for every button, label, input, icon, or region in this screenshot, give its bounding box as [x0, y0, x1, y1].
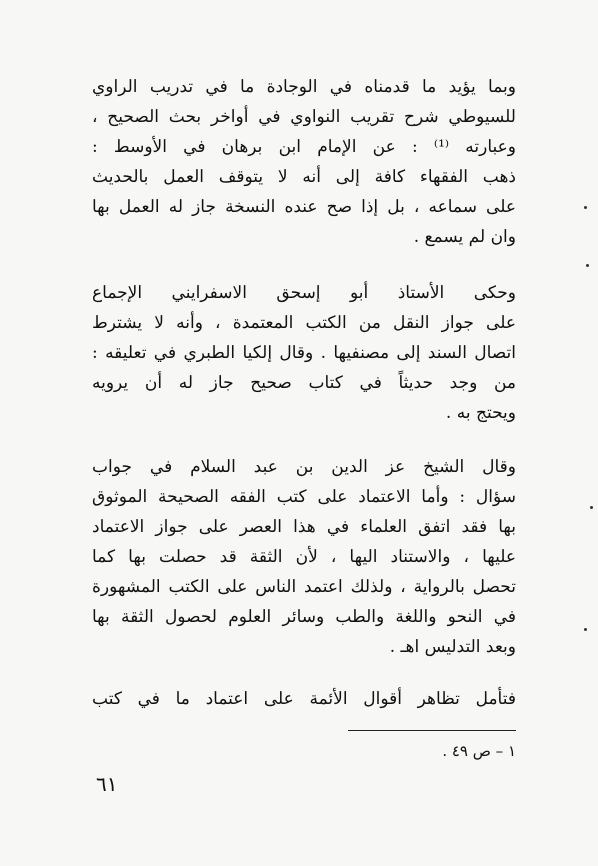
page-number: ٦١ — [96, 772, 118, 796]
paragraph-3 — [92, 452, 516, 662]
text-line: للسيوطي شرح تقريب النواوي في أواخر بحث الصحيح ، — [92, 107, 516, 127]
text-line: وحكى الأستاذ أبو إسحق الاسفرايني الإجماع — [92, 283, 516, 303]
text-line: ويحتج به . — [445, 403, 516, 423]
scan-speck — [584, 628, 587, 631]
text-line: بها فقد اتفق العلماء في هذا العصر على جواز الاعتماد — [92, 517, 516, 537]
text-line: على جواز النقل من الكتب المعتمدة ، وأنه لا يشترط — [92, 313, 516, 333]
scan-speck — [590, 506, 593, 509]
text-line: فتأمل تظاهر أقوال الأئمة على اعتماد ما في كتب — [92, 689, 516, 709]
text-line: وقال الشيخ عز الدين بن عبد السلام في جواب — [92, 457, 516, 477]
text-line: اتصال السند إلى مصنفيها . وقال إلكيا الطبري في تعليقه : — [92, 343, 516, 363]
text-line: سؤال : وأما الاعتماد على كتب الفقه الصحيحة الموثوق — [92, 487, 516, 507]
text-line: وعبارته ⁽¹⁾ : عن الإمام ابن برهان في الأوسط : — [92, 137, 516, 157]
paragraph-1 — [92, 72, 516, 252]
scan-speck — [586, 264, 589, 267]
text-line: عليها ، والاستناد اليها ، لأن الثقة قد حصلت بها كما — [92, 547, 516, 567]
text-line: على سماعه ، بل إذا صح عنده النسخة جاز له العمل بها — [92, 197, 516, 217]
text-line: وبما يؤيد ما قدمناه في الوجادة ما في تدريب الراوي — [92, 77, 516, 97]
text-line: في النحو واللغة والطب وسائر العلوم لحصول الثقة بها — [92, 607, 516, 627]
text-line: وان لم يسمع . — [413, 227, 516, 247]
text-line: وبعد التدليس اهـ . — [389, 637, 516, 657]
paragraph-2 — [92, 278, 516, 428]
text-line: ذهب الفقهاء كافة إلى أنه لا يتوقف العمل بالحديث — [92, 167, 516, 187]
paragraph-4 — [92, 684, 516, 714]
scan-speck — [584, 206, 587, 209]
text-line: من وجد حديثاً في كتاب صحيح جاز له أن يرويه — [92, 373, 516, 393]
footnote: ١ – ص ٤٩ . — [442, 742, 516, 760]
footnote-divider — [348, 730, 516, 731]
text-line: تحصل بالرواية ، ولذلك اعتمد الناس على الكتب المشهورة — [92, 577, 516, 597]
